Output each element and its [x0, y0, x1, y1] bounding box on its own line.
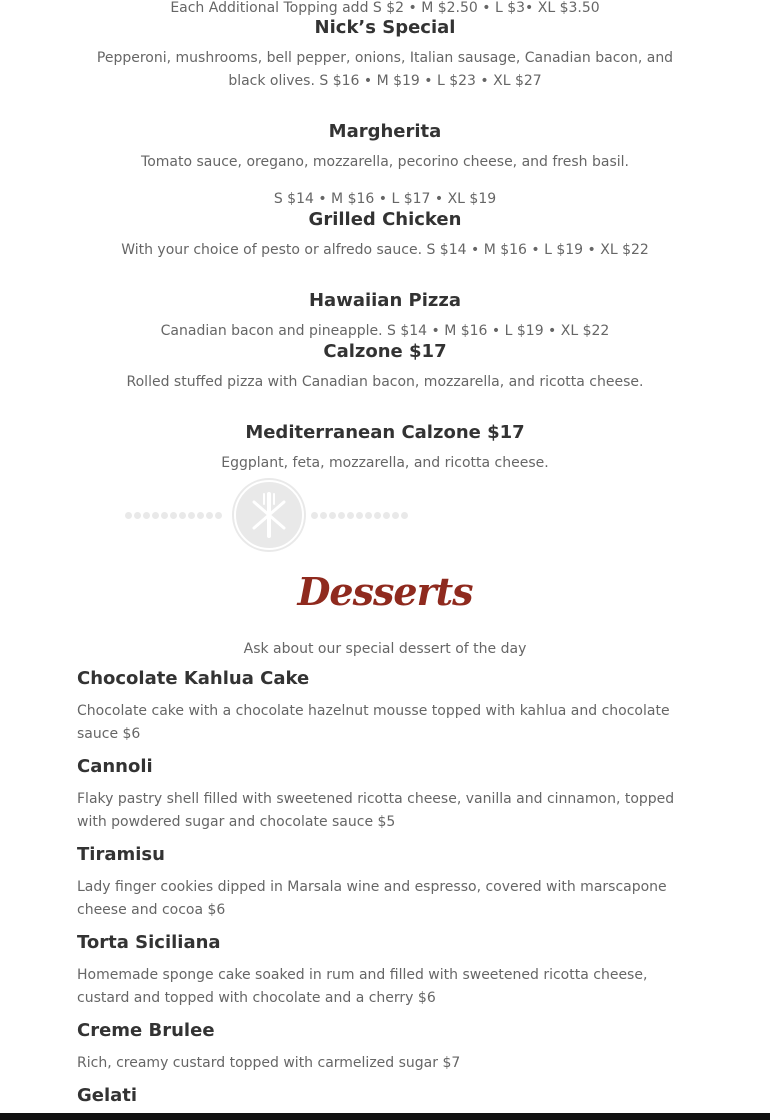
dessert-description: Homemade sponge cake soaked in rum and filled with sweetened ricotta cheese, custard and topped with chocolate and a cherry $6: [77, 967, 648, 1006]
bottom-bar: [0, 1113, 770, 1120]
menu-item-description: With your choice of pesto or alfredo sauce. S $14 • M $16 • L $19 • XL $22: [121, 242, 649, 258]
dessert-description: Lady finger cookies dipped in Marsala wine and espresso, covered with marscapone cheese and cocoa $6: [77, 879, 667, 918]
dessert-title: Gelati: [77, 1085, 138, 1106]
dessert-title: Cannoli: [77, 756, 153, 777]
menu-item-description: Pepperoni, mushrooms, bell pepper, onions, Italian sausage, Canadian bacon, and black olives. S $16 • M $19 • L $23 • XL $27: [96, 50, 674, 89]
menu-item-title: Calzone $17: [323, 341, 447, 362]
menu-item-title: Grilled Chicken: [308, 209, 462, 230]
desserts-intro: Ask about our special dessert of the day: [243, 641, 527, 657]
list-item: [77, 1083, 697, 1109]
menu-item-title: Nick’s Special: [314, 17, 456, 38]
divider-dots-right: [311, 512, 408, 520]
desserts-heading: Desserts: [297, 569, 473, 614]
dessert-description: Rich, creamy custard topped with carmelized sugar $7: [77, 1055, 461, 1071]
list-item: [77, 666, 697, 746]
menu-item-title: Margherita: [328, 121, 442, 142]
list-item: [77, 1018, 697, 1075]
dessert-description: Chocolate cake with a chocolate hazelnut mousse topped with kahlua and chocolate sauce $6: [77, 703, 670, 742]
menu-item-description: Rolled stuffed pizza with Canadian bacon, mozzarella, and ricotta cheese.: [126, 374, 644, 390]
menu-item-description: Eggplant, feta, mozzarella, and ricotta cheese.: [221, 455, 549, 471]
menu-item-description: Tomato sauce, oregano, mozzarella, pecorino cheese, and fresh basil.: [141, 154, 629, 170]
menu-item-price: S $14 • M $16 • L $17 • XL $19: [273, 191, 497, 207]
list-item: [77, 930, 697, 1010]
dessert-title: Chocolate Kahlua Cake: [77, 668, 310, 689]
list-item: [77, 754, 697, 834]
menu-item-title: Hawaiian Pizza: [308, 290, 461, 311]
list-item: [77, 842, 697, 922]
dessert-description: Flaky pastry shell filled with sweetened ricotta cheese, vanilla and cinnamon, topped with powdered sugar and chocolate sauce $5: [77, 791, 675, 830]
dessert-title: Creme Brulee: [77, 1020, 215, 1041]
menu-item-description: Canadian bacon and pineapple. S $14 • M $16 • L $19 • XL $22: [160, 323, 610, 339]
dessert-title: Tiramisu: [77, 844, 165, 865]
menu-item-title: Mediterranean Calzone $17: [245, 422, 525, 443]
divider-dots-left: [125, 512, 222, 520]
fork-knife-icon: [232, 478, 306, 552]
section-divider: [120, 477, 420, 553]
topping-note: Each Additional Topping add S $2 • M $2.50 • L $3• XL $3.50: [170, 0, 600, 16]
dessert-title: Torta Siciliana: [77, 932, 221, 953]
